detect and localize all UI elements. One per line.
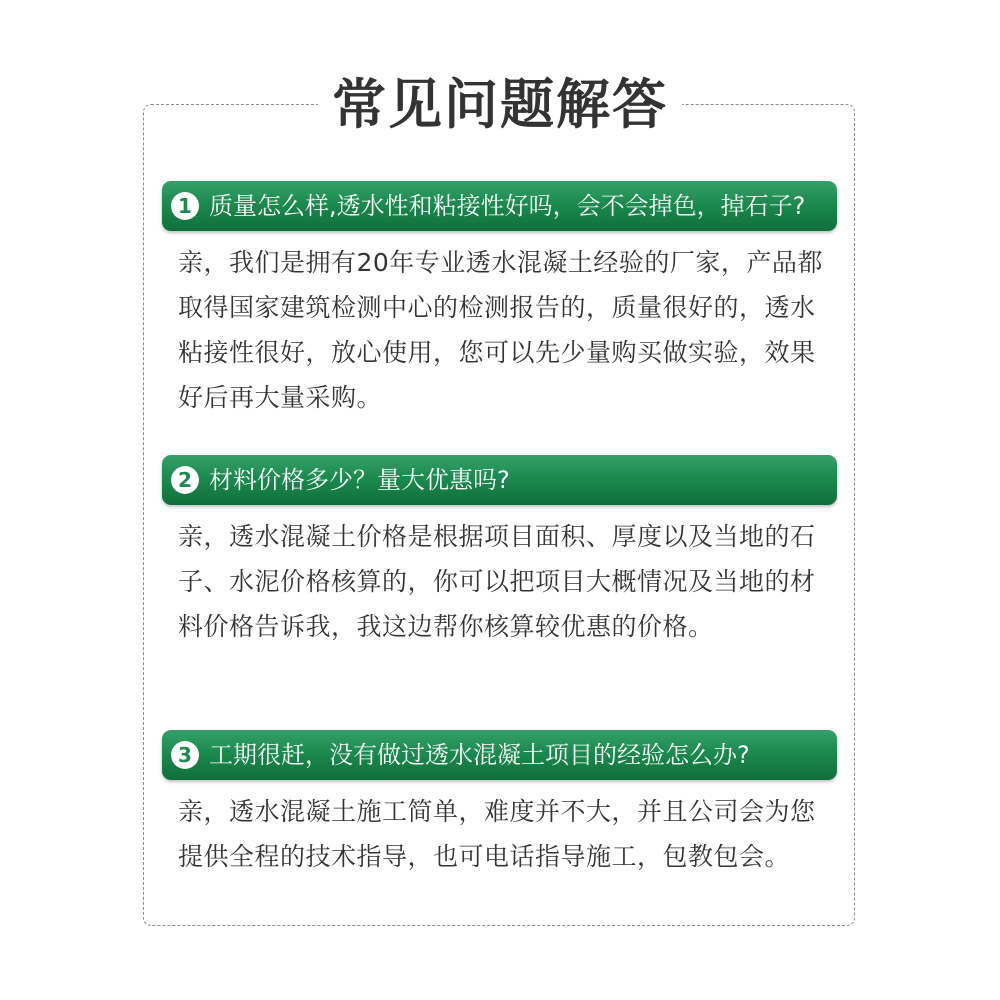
page-title-text: 常见问题解答: [318, 70, 682, 140]
faq-item: [162, 181, 837, 420]
faq-question-bar: [162, 455, 837, 505]
faq-number-badge: 3: [171, 741, 199, 769]
faq-item: [162, 455, 837, 649]
faq-question-bar: [162, 730, 837, 780]
faq-question-text: 工期很赶，没有做过透水混凝土项目的经验怎么办?: [209, 741, 750, 769]
faq-number-badge: 1: [171, 192, 199, 220]
faq-question-text: 质量怎么样,透水性和粘接性好吗，会不会掉色，掉石子?: [209, 192, 806, 220]
faq-answer-text: 亲，我们是拥有20年专业透水混凝土经验的厂家，产品都取得国家建筑检测中心的检测报告的，质量很好的，透水粘接性很好，放心使用，您可以先少量购买做实验，效果好后再大量采购。: [178, 248, 823, 412]
faq-answer-text: 亲，透水混凝土施工简单，难度并不大，并且公司会为您提供全程的技术指导，也可电话指导施工，包教包会。: [178, 797, 816, 871]
faq-number-badge: 2: [171, 466, 199, 494]
faq-answer-text: 亲，透水混凝土价格是根据项目面积、厚度以及当地的石子、水泥价格核算的，你可以把项目大概情况及当地的材料价格告诉我，我这边帮你核算较优惠的价格。: [178, 522, 816, 641]
faq-question-text: 材料价格多少？量大优惠吗?: [209, 466, 510, 494]
faq-question-bar: [162, 181, 837, 231]
faq-item: [162, 730, 837, 879]
